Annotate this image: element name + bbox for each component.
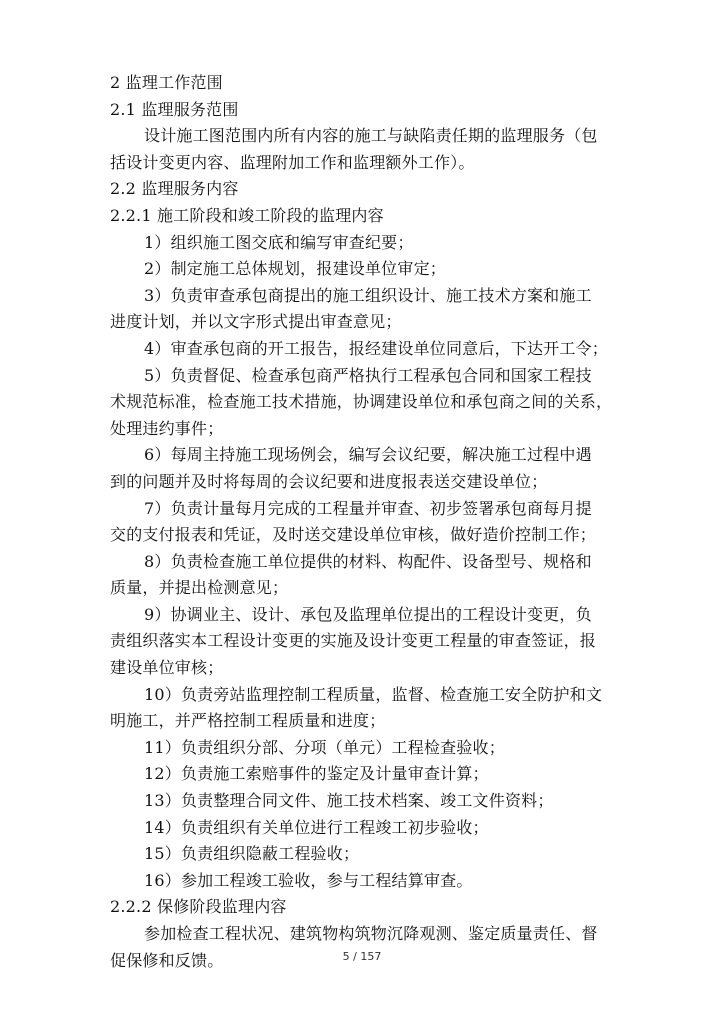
text-line: 14）负责组织有关单位进行工程竣工初步验收； bbox=[144, 817, 489, 837]
text-line: 质量，并提出检测意见； bbox=[110, 578, 289, 598]
text-line: 4）审查承包商的开工报告，报经建设单位同意后，下达开工令； bbox=[144, 338, 608, 358]
text-line: 16）参加工程竣工验收，参与工程结算审查。 bbox=[144, 870, 473, 890]
text-line: 5）负责督促、检查承包商严格执行工程承包合同和国家工程技 bbox=[144, 365, 592, 385]
text-line: 处理违约事件； bbox=[110, 418, 224, 438]
text-line: 交的支付报表和凭证，及时送交建设单位审核，做好造价控制工作； bbox=[110, 525, 597, 545]
page-number: 5 / 157 bbox=[342, 950, 382, 963]
text-line: 10）负责旁站监理控制工程质量，监督、检查施工安全防护和文 bbox=[144, 684, 603, 704]
text-line: 明施工，并严格控制工程质量和进度； bbox=[110, 711, 386, 731]
text-line: 2.1 监理服务范围 bbox=[110, 99, 239, 119]
text-line: 15）负责组织隐蔽工程验收； bbox=[144, 844, 360, 864]
text-line: 2）制定施工总体规划，报建设单位审定； bbox=[144, 259, 446, 279]
text-line: 2.2.1 施工阶段和竣工阶段的监理内容 bbox=[110, 205, 384, 225]
text-line: 设计施工图范围内所有内容的施工与缺陷责任期的监理服务（包 bbox=[144, 126, 598, 146]
text-line: 9）协调业主、设计、承包及监理单位提出的工程设计变更，负 bbox=[144, 604, 592, 624]
text-line: 3）负责审查承包商提出的施工组织设计、施工技术方案和施工 bbox=[144, 285, 592, 305]
text-line: 11）负责组织分部、分项（单元）工程检查验收； bbox=[144, 737, 505, 757]
document-body bbox=[110, 70, 622, 974]
text-line: 2.2.2 保修阶段监理内容 bbox=[110, 897, 287, 917]
text-line: 进度计划，并以文字形式提出审查意见； bbox=[110, 312, 402, 332]
text-line: 术规范标准，检查施工技术措施，协调建设单位和承包商之间的关系， bbox=[110, 392, 613, 412]
text-line: 到的问题并及时将每周的会议纪要和进度报表送交建设单位； bbox=[110, 471, 548, 491]
text-line: 建设单位审核； bbox=[110, 658, 224, 678]
text-line: 括设计变更内容、监理附加工作和监理额外工作）。 bbox=[110, 152, 475, 172]
text-line: 2.2 监理服务内容 bbox=[110, 179, 239, 199]
text-line: 参加检查工程状况、建筑物构筑物沉降观测、鉴定质量责任、督 bbox=[144, 924, 598, 943]
text-line: 2 监理工作范围 bbox=[110, 73, 223, 92]
text-line: 13）负责整理合同文件、施工技术档案、竣工文件资料； bbox=[144, 791, 554, 811]
text-line: 7）负责计量每月完成的工程量并审查、初步签署承包商每月提 bbox=[144, 498, 592, 518]
text-line: 8）负责检查施工单位提供的材料、构配件、设备型号、规格和 bbox=[144, 551, 592, 571]
text-line: 责组织落实本工程设计变更的实施及设计变更工程量的审查签证，报 bbox=[110, 631, 597, 651]
text-line: 促保修和反馈。 bbox=[110, 950, 224, 970]
text-line: 6）每周主持施工现场例会，编写会议纪要，解决施工过程中遇 bbox=[144, 445, 592, 465]
text-line: 12）负责施工索赔事件的鉴定及计量审查计算； bbox=[144, 764, 489, 784]
text-line: 1）组织施工图交底和编写审查纪要； bbox=[144, 232, 414, 252]
